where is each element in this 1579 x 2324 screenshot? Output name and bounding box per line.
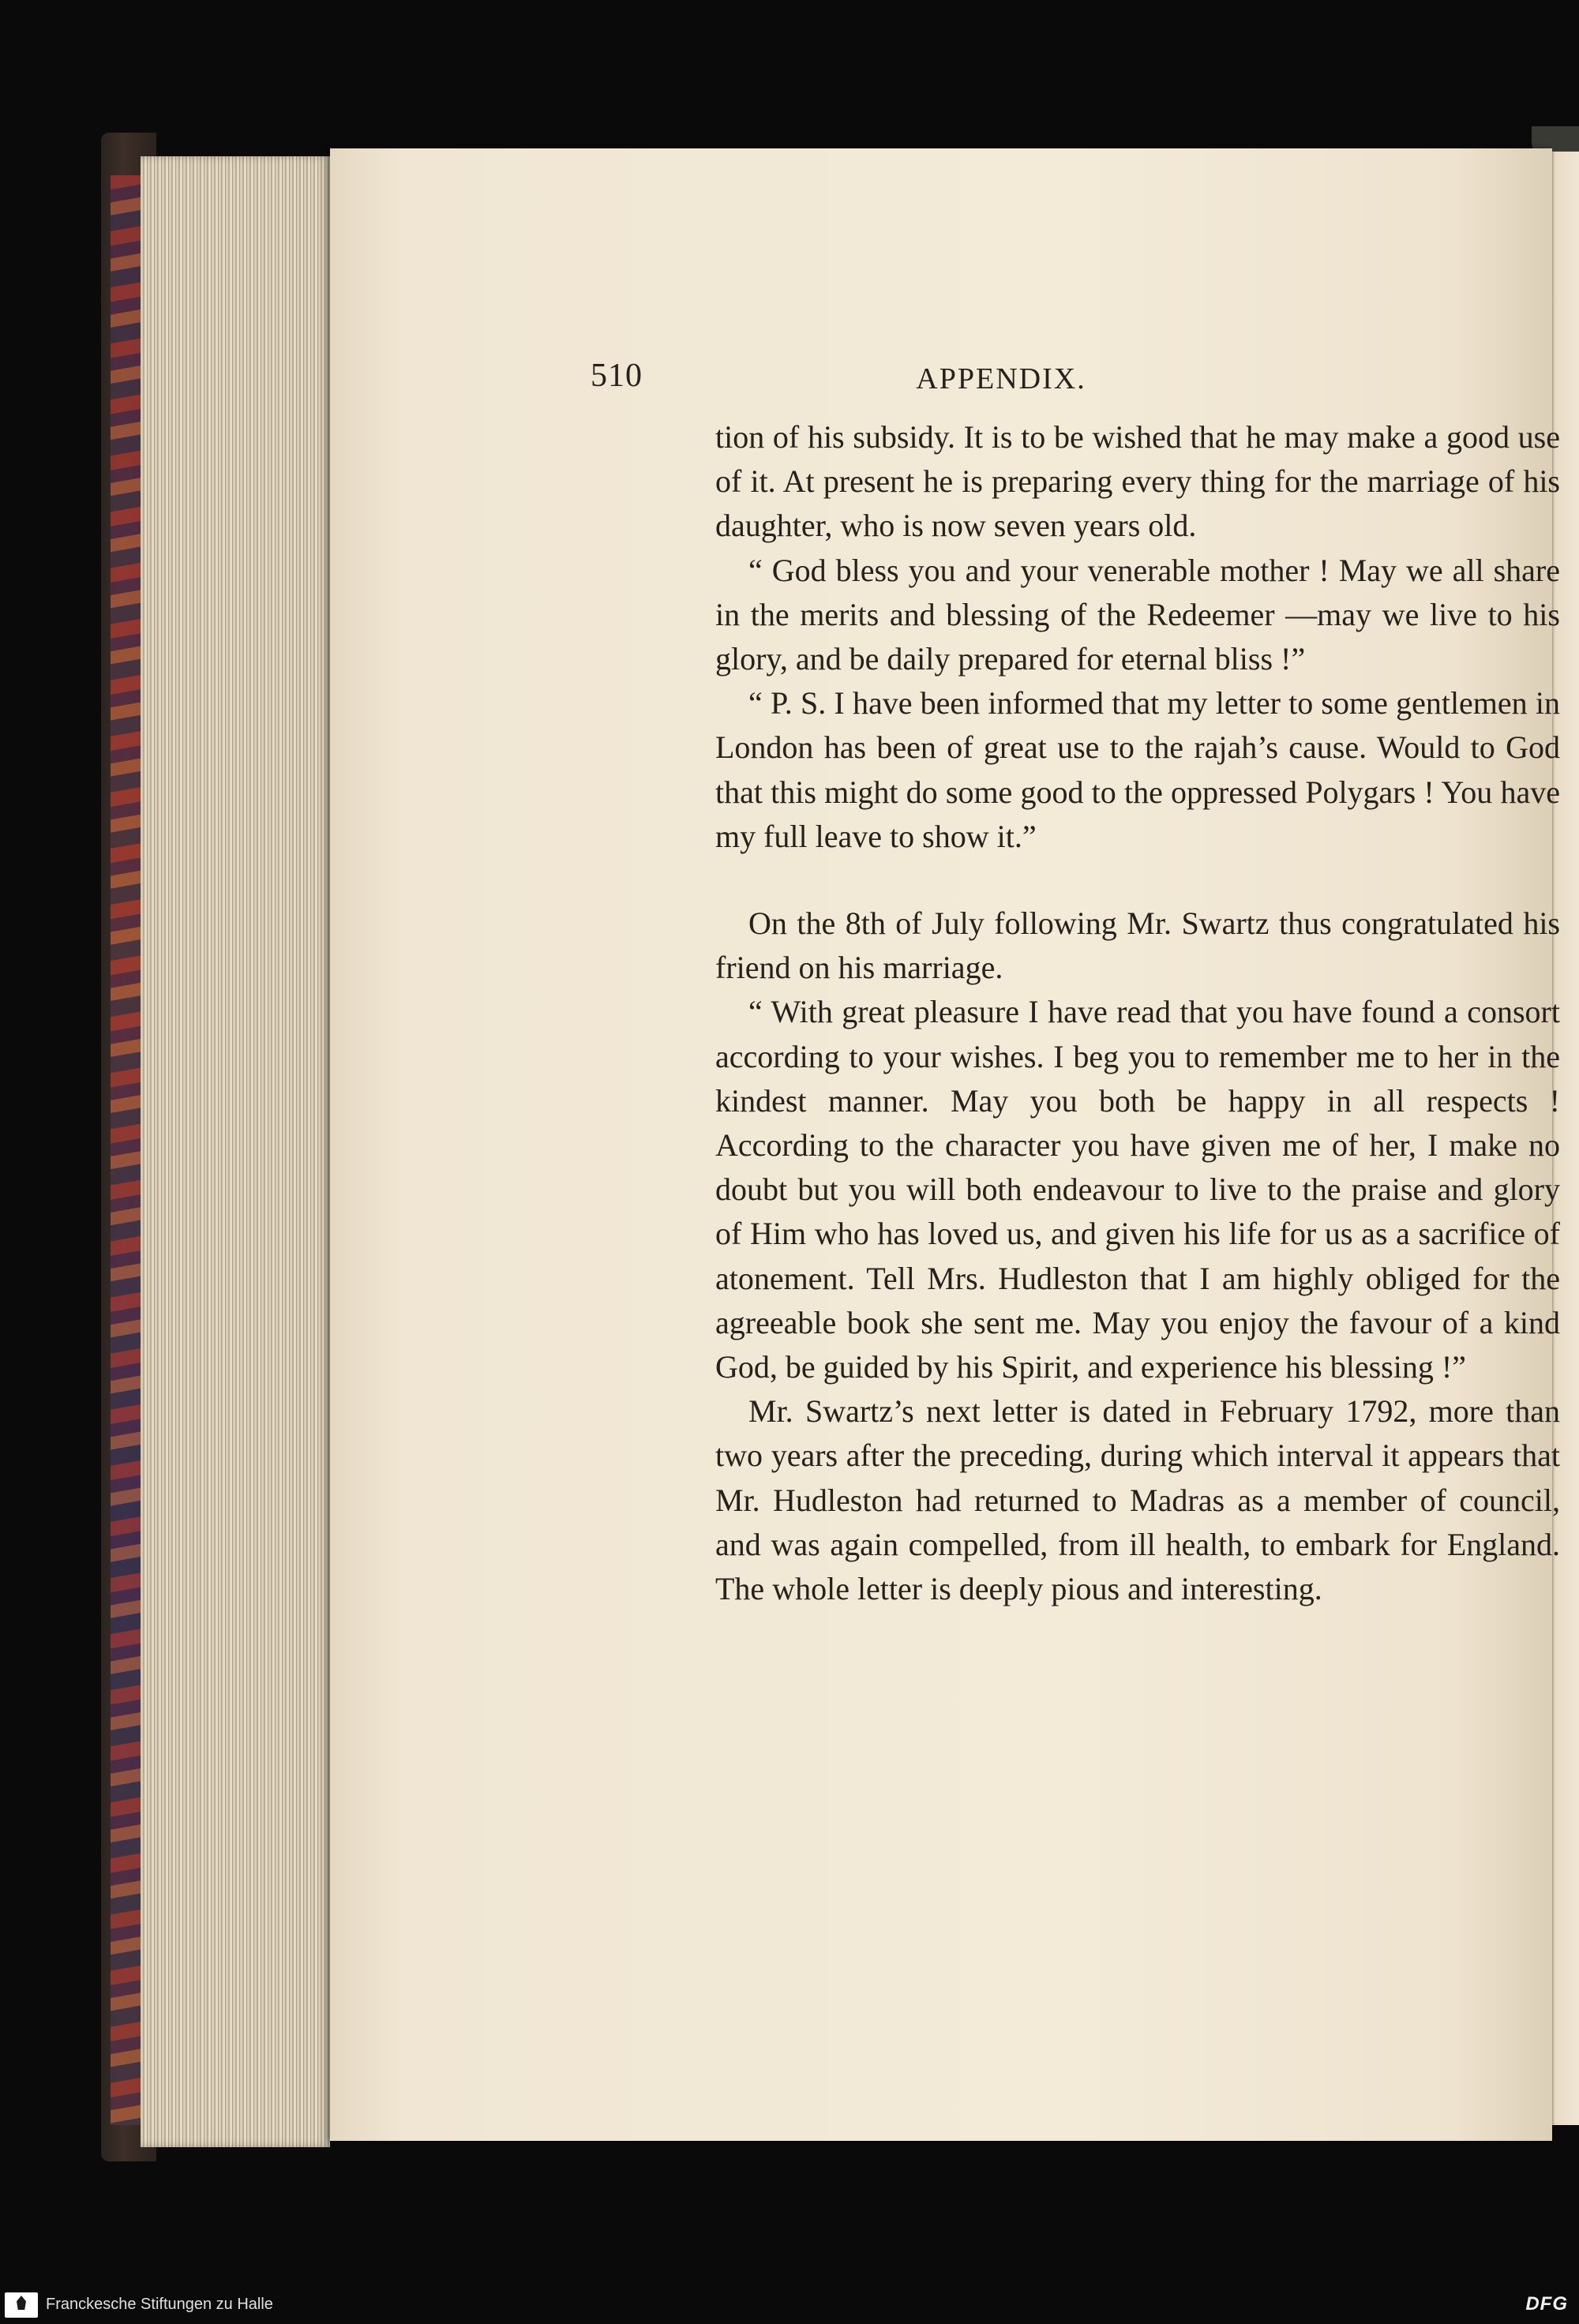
paragraph: tion of his subsidy. It is to be wished that he may make a good use of it. At present he is preparing every thing for the marriage of his daughter, who is now seven years old. <box>715 419 1560 544</box>
orphanage-building-icon[interactable] <box>5 2292 38 2318</box>
institution-label: Franckesche Stiftungen zu Halle <box>46 2296 273 2313</box>
body-text <box>715 415 1560 1611</box>
paragraph: Mr. Swartz’s next letter is dated in February 1792, more than two years after the preceding, during which interval it appears that Mr. Hudleston had returned to Madras as a member of council, and was again compelled, from ill health, to embark for England. The whole letter is deeply pious and interesting. <box>715 1393 1560 1607</box>
running-head <box>591 354 1579 401</box>
paragraph: “ P. S. I have been informed that my letter to some gentlemen in London has been of great use to the rajah’s cause. Would to God that this might do some good to the oppressed Polygars ! You have my full leave to show it.” <box>715 685 1560 854</box>
page-number: 510 <box>591 358 643 394</box>
viewer-footer <box>0 2286 1579 2324</box>
page-edge-stack <box>141 156 330 2147</box>
paragraph: On the 8th of July following Mr. Swartz thus congratulated his friend on his marriage. <box>715 905 1560 986</box>
paragraph: “ With great pleasure I have read that you have found a consort according to your wishes. I beg you to remember me to her in the kindest manner. May you both be happy in all respects ! According to the character you have given me of her, I make no doubt but you will both endeavour to live to the praise and glory of Him who has loved us, and given his life for us as a sacrifice of atonement. Tell Mrs. Hudleston that I am highly obliged for the agreeable book she sent me. May you enjoy the favour of a kind God, be guided by his Spirit, and experience his blessing !” <box>715 994 1560 1385</box>
book-page <box>330 148 1560 2141</box>
paragraph: “ God bless you and your venerable mother ! May we all share in the merits and blessing of the Redeemer —may we live to his glory, and be daily prepared for eternal bliss !” <box>715 552 1560 677</box>
dfg-logo[interactable]: DFG <box>1525 2293 1568 2315</box>
running-title: APPENDIX. <box>916 362 1086 395</box>
